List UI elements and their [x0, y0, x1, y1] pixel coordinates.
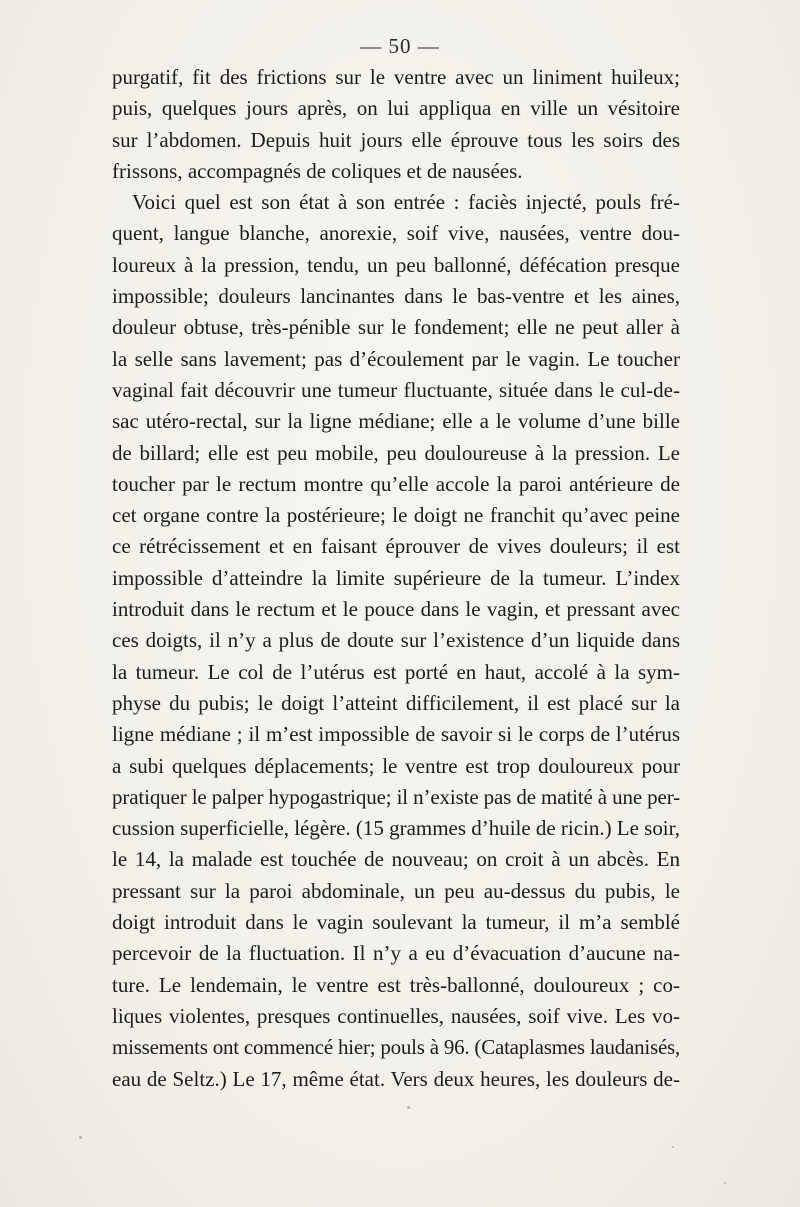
- text-line: loureux à la pression, tendu, un peu ballonné, défécation presque: [112, 252, 680, 277]
- text-line: doigt introduit dans le vagin soulevant la tumeur, il m’a semblé: [112, 910, 680, 935]
- text-line: la tumeur. Le col de l’utérus est porté en haut, accolé à la sym-: [112, 659, 680, 684]
- text-line: ce rétrécissement et en faisant éprouver de vives douleurs; il est: [112, 534, 680, 559]
- text-line: cussion superficielle, légère. (15 grammes d’huile de ricin.) Le soir,: [112, 816, 680, 841]
- text-line: purgatif, fit des frictions sur le ventre avec un liniment huileux;: [112, 65, 680, 89]
- text-line: sac utéro-rectal, sur la ligne médiane; elle a le volume d’une bille: [112, 409, 680, 434]
- text-line: impossible d’atteindre la limite supérieure de la tumeur. L’index: [112, 565, 680, 590]
- text-line: pressant sur la paroi abdominale, un peu au-dessus du pubis, le: [112, 878, 680, 903]
- text-line: ces doigts, il n’y a plus de doute sur l’existence d’un liquide dans: [112, 628, 680, 653]
- text-line: puis, quelques jours après, on lui appliqua en ville un vésitoire: [112, 96, 680, 121]
- text-line: cet organe contre la postérieure; le doigt ne franchit qu’avec peine: [112, 503, 680, 528]
- text-line: Voici quel est son état à son entrée : faciès injecté, pouls fré-: [132, 190, 680, 215]
- text-line: pratiquer le palper hypogastrique; il n’existe pas de matité à une per-: [112, 784, 681, 809]
- text-line: eau de Seltz.) Le 17, même état. Vers deux heures, les douleurs de-: [112, 1066, 680, 1091]
- text-line: a subi quelques déplacements; le ventre est trop douloureux pour: [112, 753, 680, 778]
- paper-speck: [407, 1106, 410, 1109]
- text-line: douleur obtuse, très-pénible sur le fondement; elle ne peut aller à: [112, 315, 680, 340]
- text-line: physe du pubis; le doigt l’atteint difficilement, il est placé sur la: [112, 690, 680, 715]
- text-line: impossible; douleurs lancinantes dans le bas-ventre et les aines,: [112, 284, 680, 309]
- text-line: la selle sans lavement; pas d’écoulement par le vagin. Le toucher: [112, 346, 680, 371]
- text-line: liques violentes, presques continuelles, nausées, soif vive. Les vo-: [112, 1003, 680, 1028]
- text-line: vaginal fait découvrir une tumeur fluctuante, située dans le cul-de-: [112, 377, 680, 402]
- paper-speck: [79, 1136, 82, 1139]
- paper-speck: [672, 1146, 674, 1148]
- text-line: ligne médiane ; il m’est impossible de savoir si le corps de l’utérus: [112, 722, 680, 747]
- body-text: [112, 62, 680, 1095]
- page-number: — 50 —: [360, 34, 440, 58]
- text-line: ture. Le lendemain, le ventre est très-ballonné, douloureux ; co-: [112, 972, 680, 997]
- text-line: percevoir de la fluctuation. Il n’y a eu d’évacuation d’aucune na-: [112, 941, 680, 966]
- text-line: missements ont commencé hier; pouls à 96. (Cataplasmes laudanisés,: [112, 1035, 681, 1060]
- text-line: de billard; elle est peu mobile, peu douloureuse à la pression. Le: [112, 440, 680, 465]
- text-line: le 14, la malade est touchée de nouveau; on croit à un abcès. En: [112, 847, 680, 872]
- text-line: introduit dans le rectum et le pouce dans le vagin, et pressant avec: [112, 597, 680, 622]
- text-line: quent, langue blanche, anorexie, soif vive, nausées, ventre dou-: [112, 221, 680, 246]
- text-line: frissons, accompagnés de coliques et de nausées.: [112, 158, 523, 183]
- text-line: sur l’abdomen. Depuis huit jours elle éprouve tous les soirs des: [112, 127, 680, 152]
- text-line: toucher par le rectum montre qu’elle accole la paroi antérieure de: [112, 471, 680, 496]
- paper-speck: [724, 1182, 726, 1184]
